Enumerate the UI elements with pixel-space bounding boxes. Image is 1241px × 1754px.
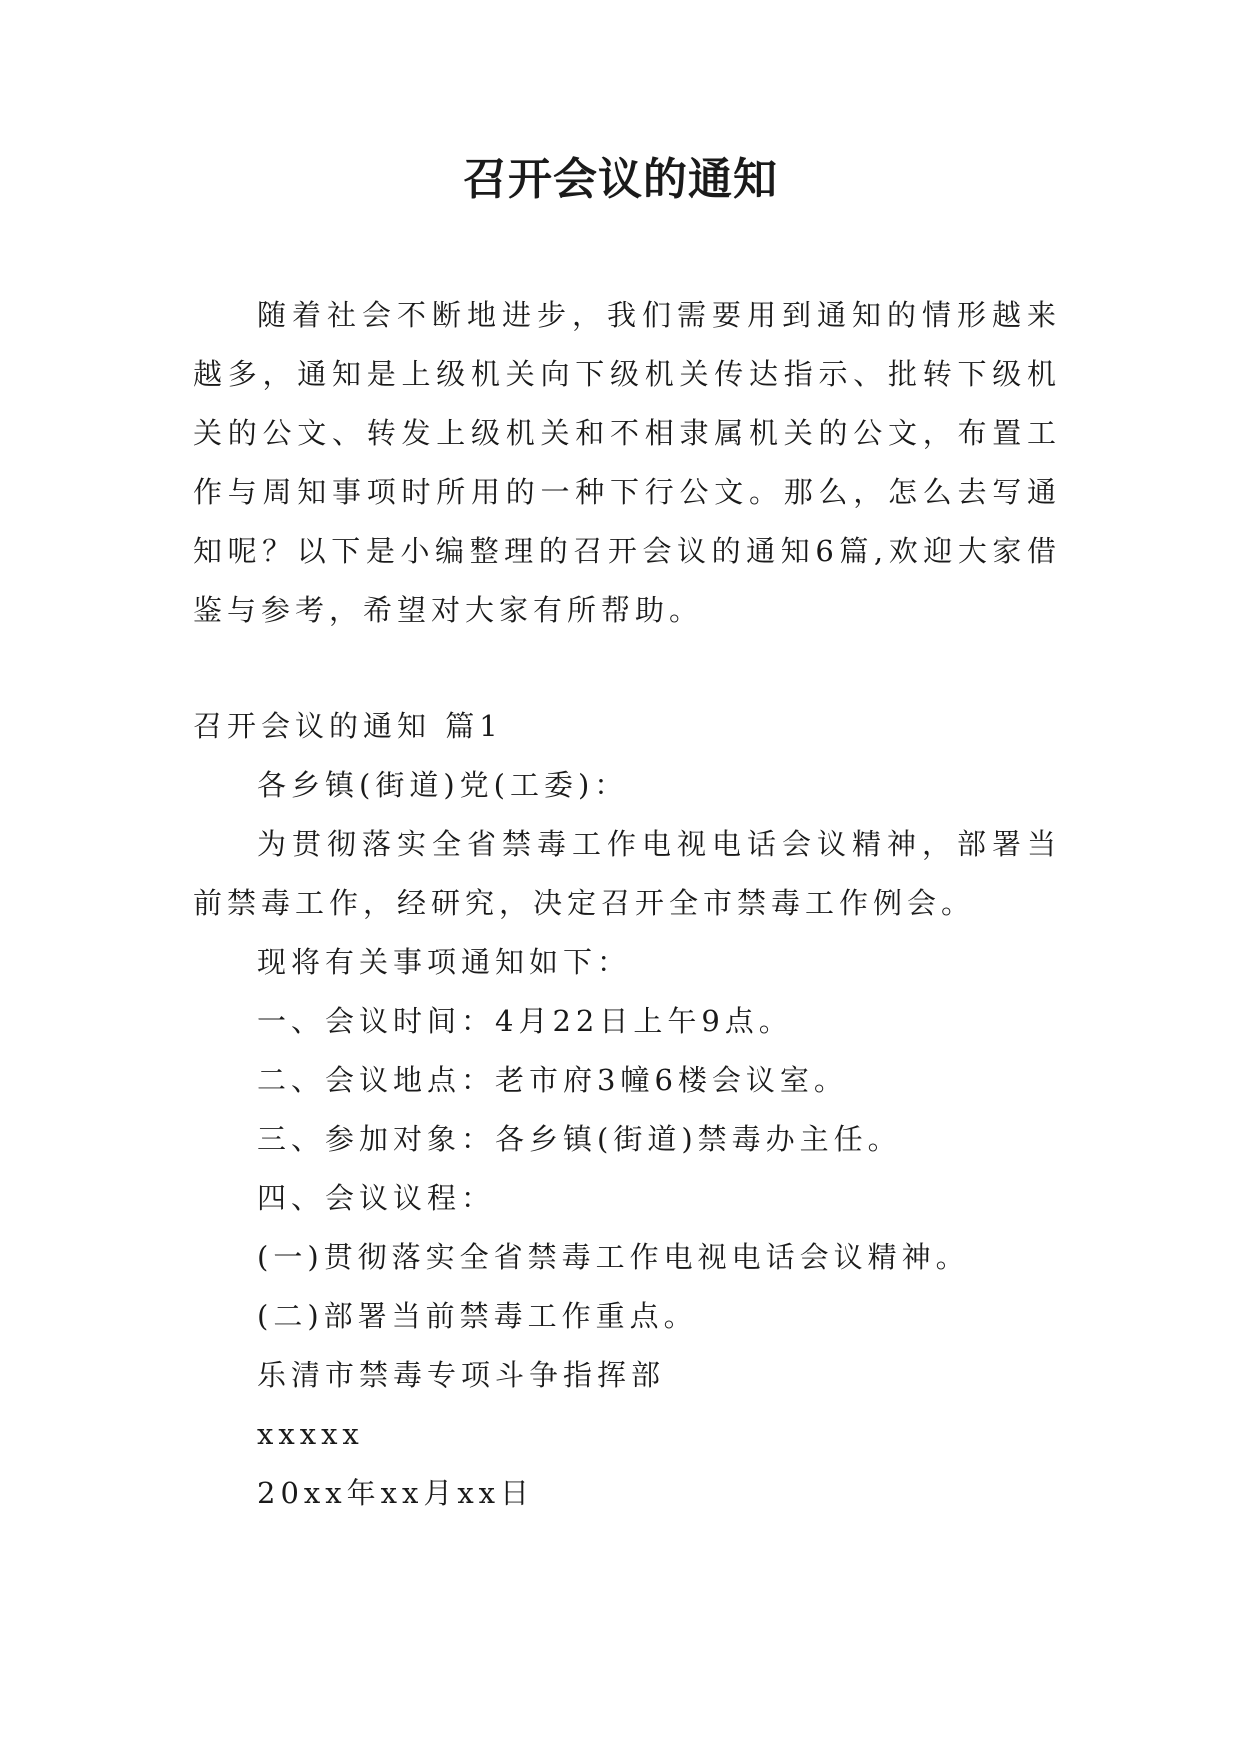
list-item: 四、会议议程： <box>257 1181 496 1215</box>
signature-placeholder: xxxxx <box>257 1417 364 1451</box>
list-item: 二、会议地点：老市府3幢6楼会议室。 <box>257 1063 848 1097</box>
list-item: 一、会议时间：4月22日上午9点。 <box>257 1004 793 1038</box>
sub-list-item: (一)贯彻落实全省禁毒工作电视电话会议精神。 <box>257 1240 970 1274</box>
notice-body <box>193 697 1061 1523</box>
page-title: 召开会议的通知 <box>463 154 778 205</box>
sub-list-item: (二)部署当前禁毒工作重点。 <box>257 1299 698 1333</box>
body-paragraph: 现将有关事项通知如下： <box>257 945 632 979</box>
salutation: 各乡镇(街道)党(工委)： <box>257 768 629 802</box>
intro-paragraph: 随着社会不断地进步，我们需要用到通知的情形越来越多，通知是上级机关向下级机关传达指示、批转下级机关的公文、转发上级机关和不相隶属机关的公文，布置工作与周知事项时所用的一种下行公文。那么，怎么去写通知呢？以下是小编整理的召开会议的通知6篇,欢迎大家借鉴与参考，希望对大家有所帮助。 <box>193 298 1061 627</box>
section-heading: 召开会议的通知 篇1 <box>193 709 503 743</box>
signature-date: 20xx年xx月xx日 <box>257 1476 535 1510</box>
body-paragraph: 为贯彻落实全省禁毒工作电视电话会议精神，部署当前禁毒工作，经研究，决定召开全市禁毒工作例会。 <box>193 827 1061 920</box>
list-item: 三、参加对象：各乡镇(街道)禁毒办主任。 <box>257 1122 902 1156</box>
signature-organization: 乐清市禁毒专项斗争指挥部 <box>257 1358 666 1392</box>
